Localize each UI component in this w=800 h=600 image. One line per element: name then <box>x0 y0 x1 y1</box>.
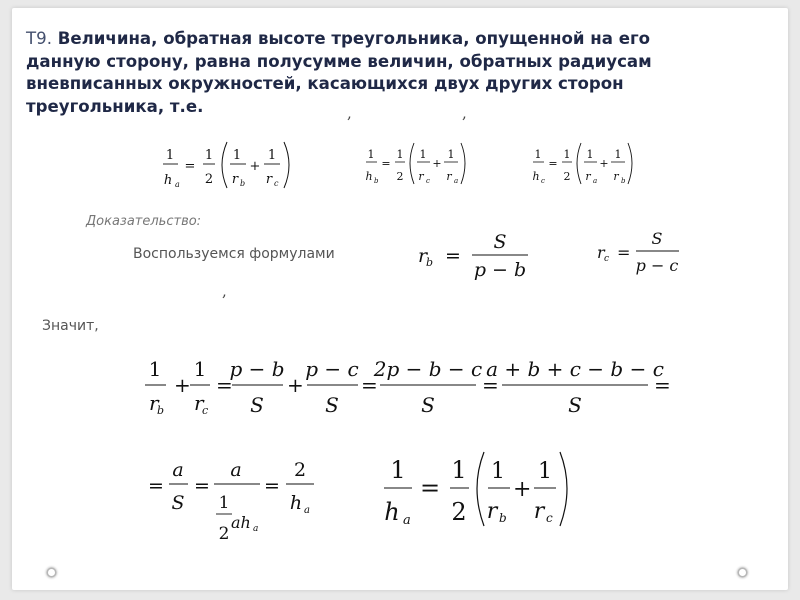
svg-text:1: 1 <box>491 459 505 484</box>
svg-text:r: r <box>446 170 452 183</box>
svg-text:r: r <box>194 391 204 415</box>
svg-text:1: 1 <box>390 456 406 484</box>
svg-text:=: = <box>148 475 164 497</box>
svg-text:=: = <box>548 157 558 170</box>
svg-text:=: = <box>617 243 631 262</box>
final-formula <box>378 444 578 544</box>
binder-ring-icon <box>48 569 55 576</box>
svg-text:r: r <box>597 243 605 262</box>
svg-text:r: r <box>486 499 498 524</box>
svg-text:1: 1 <box>586 148 594 161</box>
svg-text:c: c <box>541 177 545 185</box>
derivation-line-1 <box>140 352 680 432</box>
svg-text:S: S <box>568 393 582 417</box>
svg-text:b: b <box>426 256 434 269</box>
svg-text:+: + <box>432 157 442 170</box>
svg-text:c: c <box>274 179 279 188</box>
svg-text:=: = <box>654 373 671 397</box>
svg-text:2: 2 <box>451 498 467 526</box>
svg-text:1: 1 <box>563 148 571 161</box>
svg-text:a + b + c − b − c: a + b + c − b − c <box>486 357 664 381</box>
use-formulas-text: Воспользуемся формулами <box>133 246 335 262</box>
therefore-label: Значит, <box>42 318 99 334</box>
svg-text:=: = <box>445 245 461 267</box>
svg-text:=: = <box>194 475 210 497</box>
svg-text:S: S <box>171 492 185 514</box>
svg-text:1: 1 <box>267 148 277 163</box>
svg-text:1: 1 <box>451 456 467 484</box>
svg-text:2: 2 <box>396 170 404 183</box>
svg-text:1: 1 <box>367 148 375 161</box>
svg-text:h: h <box>532 170 540 183</box>
svg-text:1: 1 <box>396 148 404 161</box>
svg-text:c: c <box>202 404 209 417</box>
svg-text:b: b <box>240 179 246 188</box>
svg-text:a: a <box>403 513 411 528</box>
svg-text:r: r <box>533 499 545 524</box>
svg-text:c: c <box>546 511 553 525</box>
svg-text:S: S <box>250 393 264 417</box>
svg-text:c: c <box>426 177 430 185</box>
svg-text:r: r <box>231 172 239 187</box>
svg-text:b: b <box>157 404 165 417</box>
formula-rb <box>412 226 542 284</box>
svg-text:a: a <box>593 177 598 185</box>
derivation-line-2 <box>144 452 334 550</box>
theorem-text: Величина, обратная высоте треугольника, опущенной на его данную сторону, равна полусумме величин, обратных радиусам вневписанных окружностей, касающихся двух других сторон треугольника, т.е. <box>26 29 652 116</box>
svg-text:a: a <box>304 505 310 516</box>
theorem-statement <box>26 28 691 118</box>
svg-text:S: S <box>325 393 339 417</box>
svg-text:2: 2 <box>563 170 571 183</box>
svg-text:1: 1 <box>193 357 207 381</box>
formula-hc <box>530 140 640 192</box>
svg-text:S: S <box>651 229 663 248</box>
formula-ha <box>160 138 300 194</box>
svg-text:h: h <box>384 498 400 526</box>
svg-text:p − c: p − c <box>635 256 679 275</box>
svg-text:p − b: p − b <box>473 259 527 281</box>
svg-text:1: 1 <box>534 148 542 161</box>
svg-text:+: + <box>287 373 304 397</box>
svg-text:1: 1 <box>204 148 214 163</box>
svg-text:b: b <box>499 511 507 525</box>
svg-text:=: = <box>216 373 233 397</box>
svg-text:a: a <box>454 177 459 185</box>
binder-ring-icon <box>739 569 746 576</box>
proof-label: Доказательство: <box>86 214 202 229</box>
svg-text:r: r <box>418 245 428 267</box>
svg-text:2: 2 <box>218 524 230 544</box>
svg-text:2: 2 <box>293 459 307 481</box>
svg-text:=: = <box>264 475 280 497</box>
svg-text:a: a <box>230 459 242 481</box>
svg-text:a: a <box>253 524 259 534</box>
svg-text:r: r <box>265 172 273 187</box>
svg-text:+: + <box>174 373 191 397</box>
svg-text:c: c <box>604 254 610 264</box>
comma-2: , <box>462 104 467 122</box>
svg-text:S: S <box>493 231 507 253</box>
sub-a: a <box>175 180 180 189</box>
svg-text:1: 1 <box>419 148 427 161</box>
svg-text:S: S <box>421 393 435 417</box>
svg-text:+: + <box>599 157 609 170</box>
svg-text:p − b: p − b <box>229 357 285 381</box>
theorem-number: Т9. <box>26 29 52 48</box>
formula-hb <box>363 140 473 192</box>
svg-text:r: r <box>418 170 424 183</box>
svg-text:2p − b − c: 2p − b − c <box>373 357 483 381</box>
svg-text:r: r <box>613 170 619 183</box>
svg-text:1: 1 <box>538 459 552 484</box>
svg-text:=: = <box>482 373 499 397</box>
svg-text:b: b <box>621 177 626 185</box>
svg-text:1: 1 <box>447 148 455 161</box>
svg-text:=: = <box>420 474 441 502</box>
svg-text:+: + <box>513 477 532 502</box>
numerator: 1 <box>165 148 175 163</box>
svg-text:1: 1 <box>148 357 162 381</box>
svg-text:p − c: p − c <box>305 357 359 381</box>
equals: = <box>184 159 196 174</box>
denom-h: h <box>163 173 173 188</box>
svg-text:1: 1 <box>614 148 622 161</box>
svg-text:ah: ah <box>231 513 251 532</box>
svg-text:h: h <box>365 170 373 183</box>
svg-text:a: a <box>172 459 184 481</box>
svg-text:b: b <box>374 177 379 185</box>
formula-rc <box>593 224 693 280</box>
comma-1: , <box>347 104 352 122</box>
svg-text:=: = <box>361 373 378 397</box>
svg-text:h: h <box>289 492 303 514</box>
comma-3: , <box>222 282 227 300</box>
svg-text:2: 2 <box>204 172 214 187</box>
svg-text:1: 1 <box>232 148 242 163</box>
plus: + <box>249 159 261 174</box>
svg-text:r: r <box>585 170 591 183</box>
svg-text:1: 1 <box>218 493 230 513</box>
svg-text:=: = <box>381 157 391 170</box>
svg-text:r: r <box>149 391 159 415</box>
